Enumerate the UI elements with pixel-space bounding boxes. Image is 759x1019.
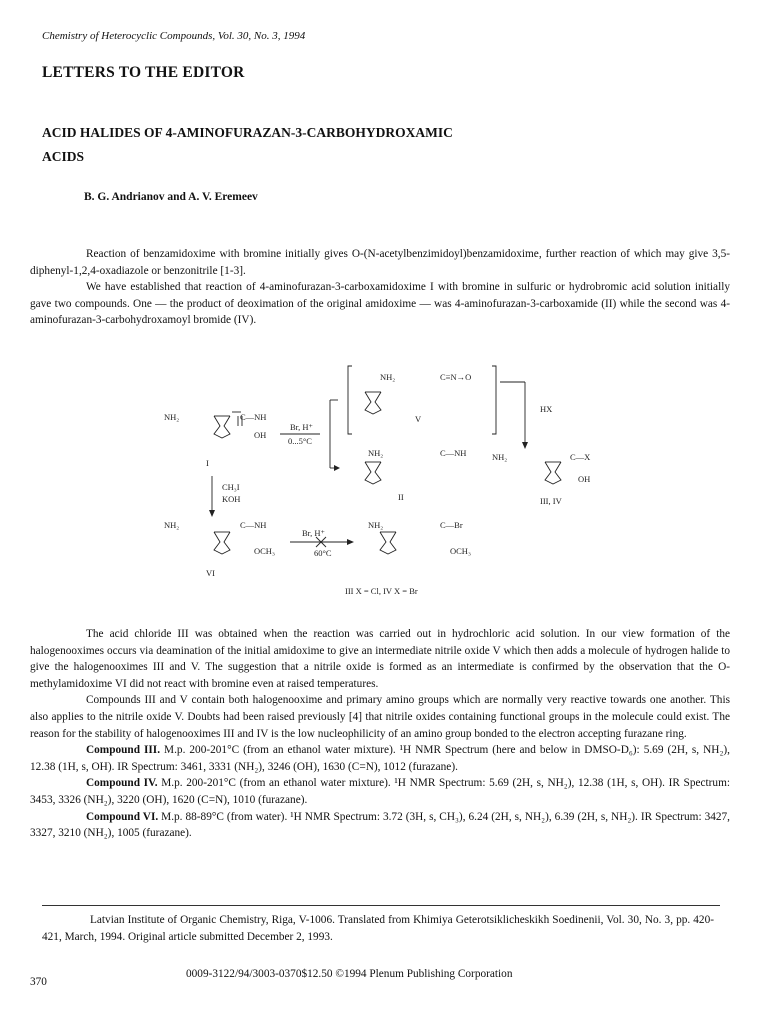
compound-name: Compound IV. (86, 777, 158, 790)
compound-name: Compound III. (86, 744, 161, 757)
compound-text: M.p. 200-201°C (from an ethanol water mixture). ¹H NMR Spectrum (here and below in DMSO-D₆): 5.69 (2H, s, NH₂), 12.38 (1H, s, OH). IR Spectrum: 3461, 3331 (NH₂), 3246 (OH), 1630 (C=N), 1012 (furazane). (30, 744, 730, 773)
condition-ch3i: CH₃I (222, 482, 240, 492)
label-nh2: NH₂ (164, 520, 180, 530)
title-line-1: ACID HALIDES OF 4-AMINOFURAZAN-3-CARBOHYDROXAMIC (42, 125, 453, 140)
affiliation-footnote: Latvian Institute of Organic Chemistry, Riga, V-1006. Translated from Khimiya Geterotsiklicheskikh Soedinenii, Vol. 30, No. 3, pp. 420-421, March, 1994. Original article submitted December 2, 1993. (42, 914, 714, 943)
label-nitrile-oxide: C≡N→O (440, 372, 472, 382)
condition-temp: 60°C (314, 548, 332, 558)
article-title (42, 121, 682, 169)
label-cnh2: C—NH (440, 448, 467, 458)
condition-koh: KOH (222, 494, 241, 504)
label-cnh2: C—NH (240, 520, 267, 530)
title-line-2: ACIDS (42, 149, 85, 164)
reaction-scheme (130, 360, 630, 600)
compound-iv-data (30, 775, 730, 808)
journal-header: Chemistry of Heterocyclic Compounds, Vol. 30, No. 3, 1994 (42, 30, 306, 42)
paragraph: Compounds III and V contain both halogenooxime and primary amino groups which are normally very reactive towards one another. This also applies to the nitrile oxide V. Doubts had been raised previously [4] that nitrile oxides containing functional groups in the molecule could exist. The reason for the stability of halogenooximes III and IV is the low nucleophilicity of an amino group bonded to the electron accepting furazane ring. (30, 694, 730, 740)
copyright-line: 0009-3122/94/3003-0370$12.50 ©1994 Plenum Publishing Corporation (186, 968, 513, 980)
page-number: 370 (30, 976, 47, 988)
compound-vi-data (30, 809, 730, 842)
paragraph: The acid chloride III was obtained when the reaction was carried out in hydrochloric acid solution. In our view formation of the halogenooximes occurs via deamination of the initial amidoxime to give an intermediate nitrile oxide V which then adds a molecule of hydrogen halide to give the halogenooximes III and V. The suggestion that a nitrile oxide is formed as an intermediate is confirmed by the observation that the O-methylamidoxime VI did not react with bromine even at raised temperatures. (30, 628, 730, 690)
label-oh: OH (254, 430, 267, 440)
condition-br: Br, H⁺ (290, 422, 314, 432)
label-compound-vi: VI (206, 568, 215, 578)
intro-section (30, 246, 730, 329)
label-oh: OH (578, 474, 591, 484)
label-cnh2: C—NH (240, 412, 267, 422)
paragraph: We have established that reaction of 4-aminofurazan-3-carboxamidoxime I with bromine in sulfuric or hydrobromic acid solution initially gave two compounds. One — the product of deoximation of the original amidoxime — was 4-aminofurazan-3-carboxamide (II) while the second was 4-aminofurazan-3-carbohydroxamoyl bromide (IV). (30, 281, 730, 327)
label-hx: HX (540, 404, 553, 414)
label-compound-v: V (415, 414, 422, 424)
compound-text: M.p. 88-89°C (from water). ¹H NMR Spectrum: 3.72 (3H, s, CH₃), 6.24 (2H, s, NH₂), 6.39 (2H, s, NH₂). IR Spectrum: 3427, 3327, 3210 (NH₂), 1005 (furazane). (30, 810, 730, 840)
label-compound-ii: II (398, 492, 404, 502)
label-och3: OCH₃ (254, 546, 275, 556)
body-section (30, 626, 730, 842)
label-nh2: NH₂ (380, 372, 396, 382)
compound-name: Compound VI. (86, 810, 159, 823)
condition-br: Br, H⁺ (302, 528, 326, 538)
authors: B. G. Andrianov and A. V. Eremeev (84, 191, 258, 203)
paragraph: Reaction of benzamidoxime with bromine initially gives O-(N-acetylbenzimidoyl)benzamidoxime, further reaction of which may give 3,5-diphenyl-1,2,4-oxadiazole or benzonitrile [1-3]. (30, 248, 730, 277)
scheme-legend: III X = Cl, IV X = Br (345, 586, 418, 596)
label-cbr: C—Br (440, 520, 463, 530)
compound-text: M.p. 200-201°C (from an ethanol water mixture). ¹H NMR Spectrum: 5.69 (2H, s, NH₂), 12.38 (1H, s, OH). IR Spectrum: 3453, 3326 (NH₂), 3220 (OH), 1620 (C=N), 1010 (furazane). (30, 777, 730, 806)
label-compound-i: I (206, 458, 209, 468)
footnote-divider (42, 905, 720, 906)
compound-iii-data (30, 742, 730, 775)
label-compound-iii-iv: III, IV (540, 496, 562, 506)
label-och3: OCH₃ (450, 546, 471, 556)
section-heading: LETTERS TO THE EDITOR (42, 64, 245, 81)
label-nh2: NH₂ (368, 520, 384, 530)
condition-temp: 0...5°C (288, 436, 312, 446)
label-nh2: NH₂ (368, 448, 384, 458)
label-cx: C—X (570, 452, 591, 462)
label-nh2: NH₂ (164, 412, 180, 422)
label-nh2: NH₂ (492, 452, 508, 462)
